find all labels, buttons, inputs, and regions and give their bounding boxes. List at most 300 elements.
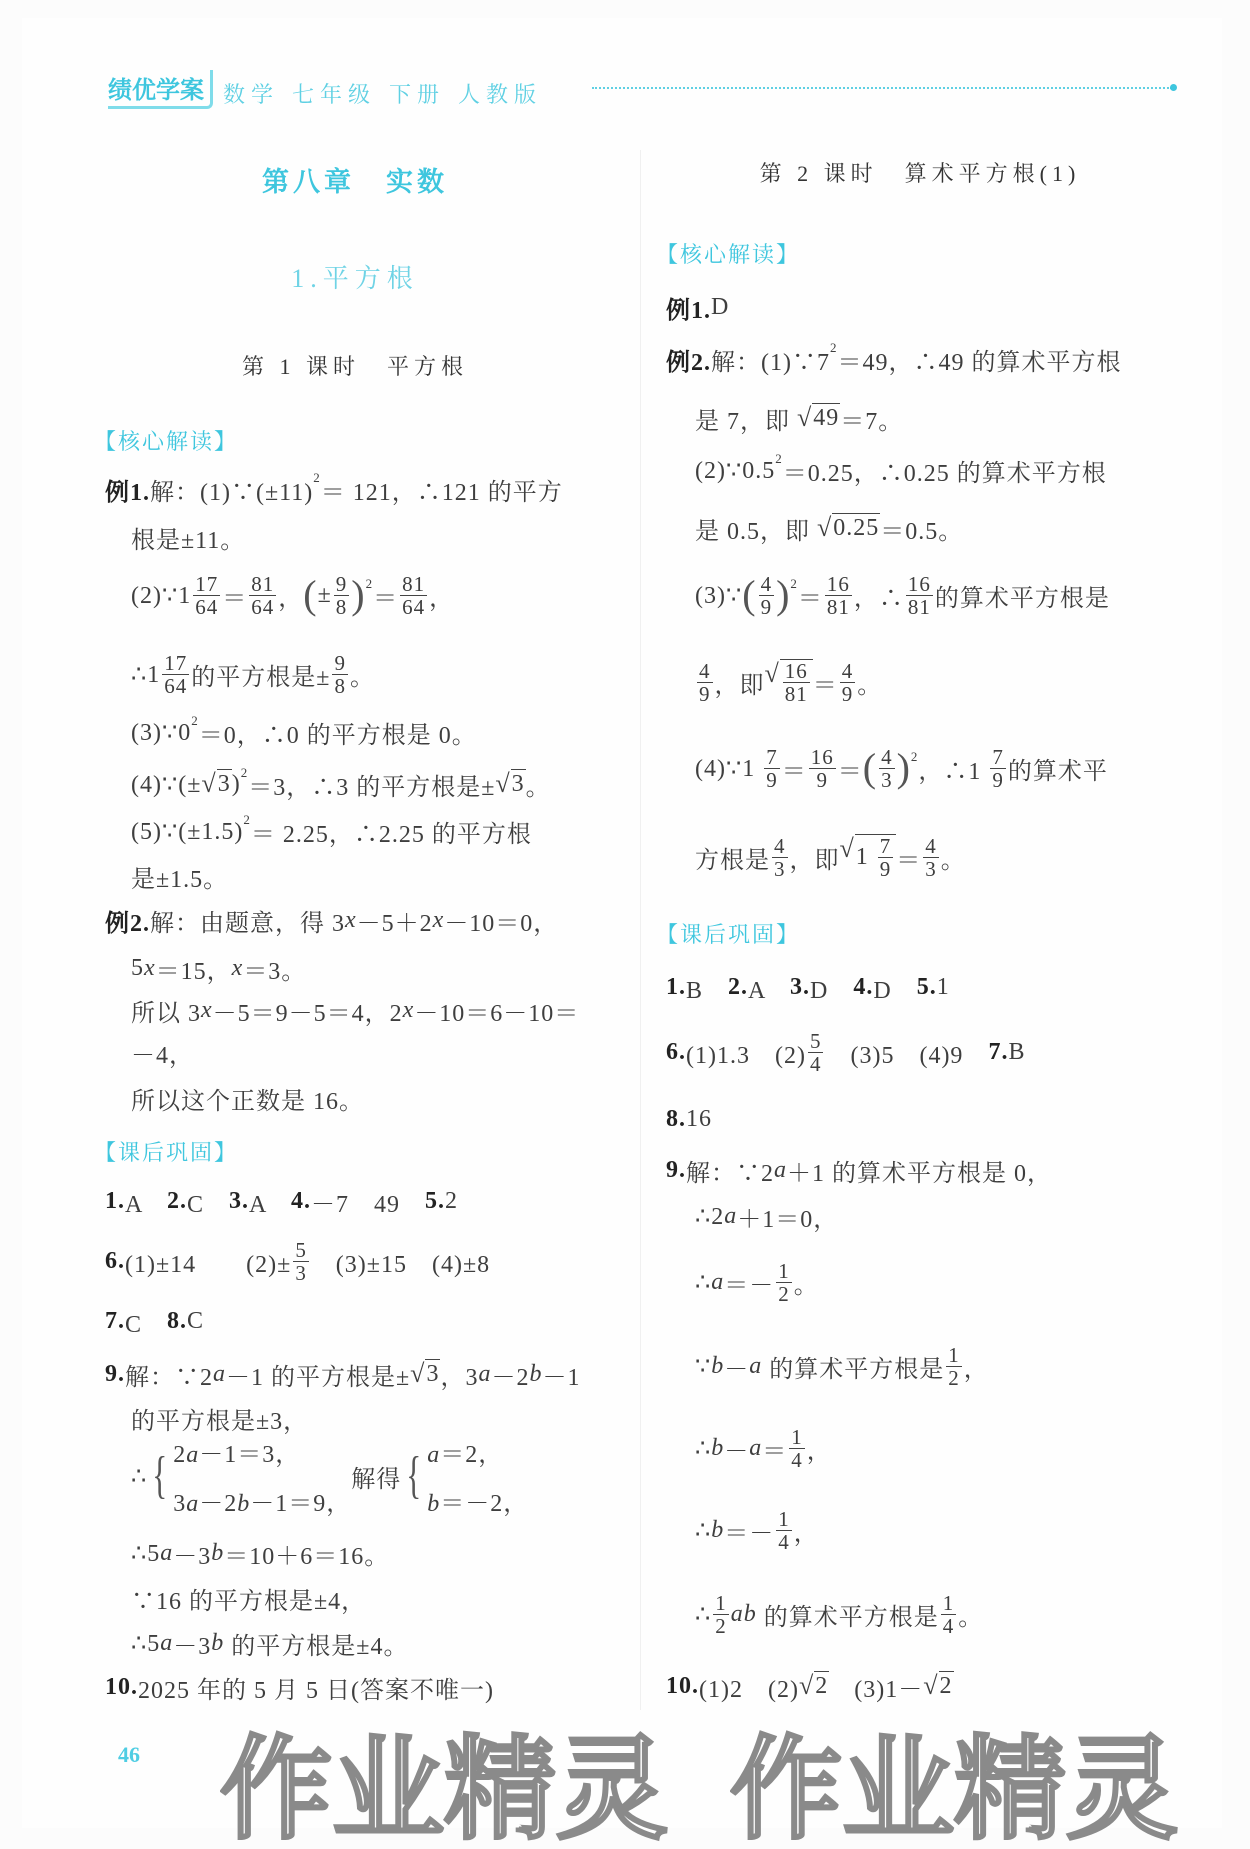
- square-root: [201, 769, 231, 799]
- text-run: 。: [793, 1272, 819, 1299]
- text-run: 2: [939, 1673, 953, 1699]
- math-variable: a: [724, 1202, 738, 1229]
- math-variable: b: [237, 1491, 251, 1517]
- fraction: [776, 1260, 792, 1305]
- right-line: [695, 1258, 819, 1306]
- left-line: [131, 1398, 308, 1438]
- text-run: ＝7。: [840, 408, 904, 435]
- superscript: 2: [365, 576, 374, 591]
- numerator: 17: [164, 650, 188, 675]
- right-line: [695, 1342, 989, 1390]
- item-number: 2.: [167, 1187, 188, 1214]
- item-number: 8.: [666, 1105, 686, 1132]
- denominator: 64: [164, 673, 188, 698]
- denominator: 81: [826, 594, 850, 619]
- left-line: [131, 1442, 529, 1517]
- text-run: A: [249, 1191, 292, 1218]
- denominator: 9: [760, 594, 773, 619]
- fraction: [878, 835, 894, 880]
- text-run: ＝: [373, 585, 399, 612]
- lesson-title-2: 第 2 课时 算术平方根(1): [759, 161, 1081, 186]
- text-run: ∴: [695, 1269, 712, 1296]
- text-run: ＝－: [724, 1520, 775, 1547]
- text-run: (3)±15 (4)±8: [310, 1251, 491, 1278]
- brace: {: [406, 1447, 423, 1504]
- watermark-text: 作业精灵: [220, 1725, 668, 1844]
- item-number: 1.: [666, 973, 686, 1000]
- denominator: 2: [715, 1613, 727, 1638]
- text-run: －1: [542, 1364, 581, 1391]
- equation-system: [401, 1434, 528, 1518]
- text-run: ，即: [714, 672, 765, 699]
- text-run: 。: [349, 664, 375, 691]
- numerator: 5: [809, 1028, 822, 1053]
- denominator: 3: [295, 1260, 307, 1285]
- text-run: D: [810, 977, 854, 1004]
- text-run: ∴1: [131, 661, 161, 688]
- heading-after-right: 【课后巩固】: [656, 923, 801, 948]
- denominator: 2: [778, 1281, 790, 1306]
- numerator: 81: [251, 571, 275, 596]
- numerator: 1: [715, 1590, 727, 1615]
- text-run: 解：∵2: [125, 1364, 213, 1391]
- item-number: 1.: [105, 1187, 125, 1214]
- system-rows: [173, 1434, 351, 1518]
- math-variable: a: [711, 1268, 725, 1295]
- text-run: 3: [173, 1491, 187, 1517]
- math-variable: x: [231, 954, 244, 981]
- column-divider: [640, 150, 641, 1710]
- text-run: 解：(1)∵7: [711, 349, 830, 376]
- left-line: [131, 650, 375, 698]
- numerator: 16: [826, 571, 850, 596]
- fraction: [906, 573, 933, 618]
- text-run: －3: [173, 1543, 212, 1570]
- item-number: 例1.: [666, 297, 711, 324]
- left-line: [131, 856, 228, 896]
- left-line: [105, 1237, 491, 1285]
- text-run: ＝3。: [243, 958, 307, 985]
- text-run: ，∴1: [918, 758, 989, 785]
- fraction: [946, 1344, 962, 1389]
- left-line: [105, 1354, 580, 1394]
- text-run: ，∴: [853, 585, 904, 612]
- lesson-title-1: 第 1 课时 平方根: [241, 354, 468, 379]
- text-run: 的算术平方根是: [756, 1604, 939, 1631]
- text-run: 。: [857, 672, 883, 699]
- item-number: 8.: [167, 1307, 188, 1334]
- radicand: [812, 403, 840, 433]
- text-run: －2: [491, 1364, 530, 1391]
- square-root: [840, 834, 897, 880]
- text-run: C: [187, 1191, 230, 1218]
- numerator: 9: [335, 571, 348, 596]
- system-row: [173, 1434, 351, 1469]
- text-run: ，3: [440, 1364, 479, 1391]
- radical-sign: √: [798, 1671, 815, 1700]
- numerator: 1: [791, 1424, 803, 1449]
- text-run: ＝2，: [440, 1442, 504, 1468]
- math-variable: ab: [730, 1600, 757, 1627]
- radical-sign: √: [495, 769, 511, 798]
- text-run: －4，: [131, 1042, 194, 1069]
- numerator: 16: [784, 659, 808, 683]
- text-run: ，: [793, 1520, 819, 1547]
- text-run: ＝ 121，∴121 的平方: [320, 479, 563, 506]
- math-variable: a: [427, 1442, 441, 1468]
- denominator: 4: [778, 1529, 790, 1554]
- text-run: 2: [445, 1187, 459, 1214]
- text-run: (3)∵: [695, 582, 743, 609]
- math-variable: a: [186, 1491, 200, 1517]
- text-run: ∴: [131, 1463, 148, 1490]
- text-run: 的平方根是±4。: [224, 1633, 409, 1660]
- fraction: [808, 1030, 824, 1075]
- brace: {: [152, 1447, 169, 1504]
- numerator: 4: [774, 833, 786, 858]
- radical-sign: √: [201, 769, 217, 798]
- numerator: 1: [942, 1590, 955, 1615]
- square-root: [817, 513, 880, 543]
- right-line: [695, 1590, 984, 1638]
- big-parenthesis: ): [776, 572, 791, 617]
- text-run: －10＝6－10＝: [414, 1000, 580, 1027]
- text-run: 的算术平方根是: [762, 1356, 945, 1383]
- fraction: [764, 746, 780, 791]
- radicand: [832, 513, 880, 543]
- text-run: 3: [426, 1361, 440, 1387]
- left-line: [131, 764, 551, 804]
- item-number: 4.: [291, 1187, 312, 1214]
- text-run: 1: [855, 844, 876, 870]
- square-root: [923, 1671, 953, 1701]
- text-run: 3: [511, 771, 525, 797]
- text-run: ＝: [797, 585, 823, 612]
- denominator: 2: [948, 1365, 960, 1390]
- text-run: 3: [217, 771, 231, 797]
- radicand: [939, 1671, 954, 1701]
- text-run: 所以这个正数是 16。: [131, 1088, 364, 1115]
- fraction: [162, 652, 189, 697]
- system-rows: [427, 1434, 528, 1518]
- numerator: 16: [810, 744, 834, 769]
- item-number: 9.: [666, 1156, 686, 1183]
- item-number: 例2.: [105, 910, 150, 937]
- text-run: B: [1008, 1038, 1026, 1065]
- text-run: ＝3，∴3 的平方根是±: [248, 774, 496, 801]
- text-run: ∵16 的平方根是±4，: [131, 1588, 367, 1615]
- denominator: 9: [992, 767, 1004, 792]
- fraction: [990, 746, 1006, 791]
- radicand: [425, 1359, 440, 1389]
- superscript: 2: [243, 812, 251, 827]
- text-run: 2: [173, 1442, 187, 1468]
- left-line: [105, 1667, 494, 1707]
- text-run: 根是±11。: [131, 527, 246, 554]
- numerator: 4: [841, 658, 854, 683]
- system-row: [427, 1483, 528, 1518]
- text-run: ＝－: [724, 1272, 775, 1299]
- text-run: (4)∵(±: [131, 771, 202, 798]
- superscript: 2: [775, 451, 783, 466]
- denominator: 64: [195, 594, 219, 619]
- denominator: 3: [925, 856, 937, 881]
- math-variable: a: [749, 1352, 763, 1379]
- radicand: [511, 769, 526, 799]
- fraction: [697, 660, 713, 705]
- text-run: 解：(1)∵(±11): [150, 479, 314, 506]
- math-variable: x: [201, 996, 213, 1023]
- right-line: [695, 508, 963, 548]
- denominator: 9: [816, 767, 829, 792]
- text-run: ∵: [695, 1353, 712, 1380]
- text-run: 所以 3: [131, 1000, 201, 1027]
- numerator: 1: [778, 1506, 790, 1531]
- left-line: [131, 948, 306, 988]
- text-run: (3)1－: [829, 1676, 924, 1703]
- text-run: 的平方根是±: [191, 664, 331, 691]
- text-run: (5)∵(±1.5): [131, 818, 244, 845]
- radicand: [780, 659, 813, 705]
- text-run: ，: [429, 585, 455, 612]
- math-variable: a: [478, 1360, 492, 1387]
- text-run: ±: [317, 581, 332, 608]
- right-line: [695, 450, 1107, 490]
- section-title: 1.平方根: [291, 264, 419, 293]
- square-root: [797, 403, 840, 433]
- text-run: 49: [813, 405, 840, 431]
- numerator: 7: [879, 834, 892, 858]
- fraction: [783, 660, 810, 705]
- text-run: ＝0，∴0 的平方根是 0。: [198, 722, 477, 749]
- math-variable: b: [211, 1539, 225, 1566]
- running-header: [108, 70, 542, 109]
- text-run: ＝: [812, 672, 838, 699]
- denominator: 4: [809, 1051, 822, 1076]
- square-root: [410, 1359, 440, 1389]
- item-number: 例1.: [105, 479, 150, 506]
- item-number: 7.: [105, 1307, 125, 1334]
- item-number: 5.: [916, 973, 937, 1000]
- item-number: 6.: [666, 1038, 686, 1065]
- fraction: [193, 573, 220, 618]
- fraction: [809, 746, 836, 791]
- chapter-title: 第八章 实数: [262, 167, 448, 198]
- text-run: A: [125, 1191, 168, 1218]
- text-run: －1 的平方根是±: [226, 1364, 411, 1391]
- item-number: 5.: [425, 1187, 446, 1214]
- denominator: 81: [784, 682, 808, 706]
- math-variable: x: [345, 906, 357, 933]
- text-run: C: [125, 1311, 168, 1338]
- math-variable: a: [774, 1156, 787, 1183]
- math-variable: x: [144, 954, 156, 981]
- superscript: 2: [313, 470, 321, 485]
- item-number: 9.: [105, 1360, 125, 1387]
- text-run: 解得: [351, 1466, 402, 1493]
- left-line: [131, 517, 245, 557]
- item-number: 2.: [728, 973, 749, 1000]
- denominator: 9: [766, 767, 778, 792]
- text-run: ，: [963, 1356, 989, 1383]
- text-run: －3: [173, 1633, 212, 1660]
- text-run: ，: [806, 1438, 832, 1465]
- math-variable: a: [213, 1360, 226, 1387]
- numerator: 4: [925, 833, 937, 858]
- numerator: 16: [907, 571, 931, 596]
- text-run: ∴: [695, 1435, 712, 1462]
- text-run: (1)2 (2): [699, 1676, 799, 1703]
- watermark-text: 作业精灵: [730, 1725, 1178, 1844]
- fraction: [759, 573, 775, 618]
- right-line: [695, 1506, 819, 1554]
- numerator: 9: [334, 650, 346, 675]
- text-run: －7 49: [311, 1191, 426, 1218]
- radical-sign: √: [817, 513, 833, 542]
- big-parenthesis: (: [303, 572, 318, 617]
- math-variable: b: [711, 1516, 725, 1543]
- item-number: 例2.: [666, 349, 711, 376]
- fraction: [941, 1592, 957, 1637]
- right-line: [695, 1196, 838, 1236]
- radicand: [814, 1671, 829, 1701]
- right-line: [666, 1099, 712, 1139]
- text-run: －: [724, 1438, 750, 1465]
- item-number: 3.: [229, 1187, 250, 1214]
- text-run: 2025 年的 5 月 5 日(答案不唯一): [138, 1677, 494, 1704]
- right-line: [695, 833, 966, 881]
- big-parenthesis: ): [896, 745, 911, 790]
- left-line: [131, 1578, 366, 1618]
- text-run: 是±1.5。: [131, 866, 229, 893]
- text-run: 解：∵2: [686, 1160, 774, 1187]
- math-variable: x: [432, 906, 445, 933]
- fraction: [825, 573, 852, 618]
- right-line: [666, 339, 1121, 379]
- superscript: 2: [910, 749, 919, 764]
- denominator: 81: [907, 594, 931, 619]
- text-run: －: [724, 1356, 750, 1383]
- superscript: 2: [790, 576, 798, 591]
- math-variable: b: [211, 1629, 225, 1656]
- text-run: 解：由题意，得 3: [150, 910, 345, 937]
- equation-system: [147, 1434, 351, 1518]
- left-line: [131, 990, 579, 1030]
- text-run: ＝ 2.25，∴2.25 的平方根: [250, 821, 532, 848]
- text-run: 的算术平方根是: [934, 585, 1110, 612]
- text-run: ∴5: [131, 1540, 161, 1567]
- heading-core-right: 【核心解读】: [656, 243, 801, 268]
- fraction: [293, 1239, 309, 1284]
- denominator: 9: [879, 857, 892, 881]
- book-subtitle: 数学 七年级 下册 人教版: [223, 83, 542, 108]
- text-run: ＝－2，: [440, 1491, 529, 1517]
- right-line: [695, 658, 883, 706]
- text-run: ∴: [695, 1517, 712, 1544]
- text-run: ，: [278, 585, 304, 612]
- fraction: [334, 573, 350, 618]
- text-run: ＝10＋6＝16。: [224, 1543, 390, 1570]
- denominator: 9: [699, 681, 711, 706]
- fraction: [789, 1426, 805, 1471]
- text-run: ∴5: [131, 1630, 161, 1657]
- right-line: [666, 287, 729, 327]
- left-line: [105, 469, 563, 509]
- math-variable: b: [427, 1491, 441, 1517]
- denominator: 4: [942, 1613, 955, 1638]
- text-run: －5＋2: [356, 910, 433, 937]
- fraction: [332, 652, 348, 697]
- denominator: 3: [774, 856, 786, 881]
- text-run: (1)±14 (2)±: [125, 1251, 292, 1278]
- left-line: [131, 712, 477, 752]
- header-rule-dot: [1170, 84, 1177, 91]
- text-run: (1)1.3 (2): [686, 1042, 806, 1069]
- text-run: C: [187, 1307, 205, 1334]
- right-line: [666, 1666, 954, 1706]
- text-run: ＝0.25，∴0.25 的算术平方根: [782, 460, 1107, 487]
- text-run: 0.25: [833, 515, 880, 541]
- text-run: ＝49，∴49 的算术平方根: [837, 349, 1122, 376]
- left-line: [131, 1533, 389, 1573]
- fraction: [776, 1508, 792, 1553]
- left-line: [131, 571, 455, 619]
- fraction: [923, 835, 939, 880]
- math-variable: b: [711, 1434, 725, 1461]
- item-number: 10.: [105, 1673, 138, 1700]
- text-run: 2: [815, 1673, 829, 1699]
- denominator: 9: [841, 681, 854, 706]
- left-line: [105, 1181, 458, 1221]
- denominator: 3: [881, 767, 893, 792]
- text-run: D: [873, 977, 917, 1004]
- superscript: 2: [240, 765, 249, 780]
- text-run: ＋1 的算术平方根是 0，: [787, 1160, 1052, 1187]
- radical-sign: √: [410, 1359, 426, 1388]
- fraction: [713, 1592, 729, 1637]
- fraction: [249, 573, 276, 618]
- text-run: ): [231, 770, 241, 797]
- system-row: [173, 1483, 351, 1518]
- text-run: －2: [199, 1491, 238, 1517]
- left-line: [131, 1032, 194, 1072]
- text-run: ∴: [695, 1601, 712, 1628]
- text-run: (4)∵1: [695, 755, 763, 782]
- denominator: 8: [334, 673, 346, 698]
- math-variable: a: [160, 1539, 174, 1566]
- item-number: 7.: [988, 1038, 1009, 1065]
- numerator: 4: [699, 658, 711, 683]
- page-number: 46: [118, 1742, 140, 1767]
- text-run: A: [748, 977, 791, 1004]
- item-number: 10.: [666, 1672, 699, 1699]
- item-number: 3.: [790, 973, 811, 1000]
- text-run: 1: [936, 973, 950, 1000]
- text-run: (2)∵1: [131, 582, 192, 609]
- fraction: [879, 746, 895, 791]
- item-number: 4.: [853, 973, 874, 1000]
- denominator: 64: [251, 594, 275, 619]
- radicand: [855, 834, 897, 880]
- numerator: 5: [295, 1237, 307, 1262]
- text-run: ＝0.5。: [880, 518, 964, 545]
- text-run: ，即: [789, 847, 840, 874]
- text-run: 。: [940, 847, 966, 874]
- denominator: 8: [335, 594, 348, 619]
- math-variable: a: [749, 1434, 763, 1461]
- right-line: [666, 1028, 1026, 1076]
- right-line: [695, 744, 1108, 792]
